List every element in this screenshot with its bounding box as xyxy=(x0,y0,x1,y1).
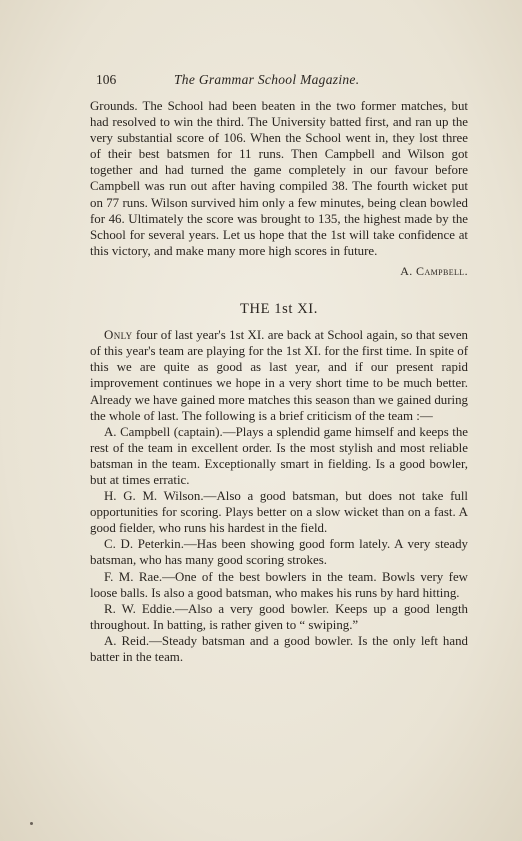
running-header xyxy=(96,72,426,90)
player-entry-eddie: R. W. Eddie.—Also a very good bowler. Keeps up a good length throughout. In batting, is rather given to “ swiping.” xyxy=(90,601,468,632)
match-report-paragraph: Grounds. The School had been beaten in the two former matches, but had resolved to win the third. The University batted first, and ran up the very substantial score of 106. When the School went in, they lost three of their best batsmen for 11 runs. Then Campbell and Wilson got together and had turned the game completely in our favour before Campbell was run out after having compiled 38. The fourth wicket put on 77 runs. Wilson survived him only a few minutes, being clean bowled for 46. Ultimately the score was brought to 135, the highest made by the School for several years. Let us hope that the 1st will take confidence at this victory, and make many more high scores in future. xyxy=(90,99,468,258)
player-entry-wilson: H. G. M. Wilson.—Also a good batsman, but does not take full opportunities for scoring. Plays better on a slow wicket than on a fast. A good fielder, who runs his hardest in the field. xyxy=(90,489,468,536)
player-entry-campbell: A. Campbell (captain).—Plays a splendid game himself and keeps the rest of the team in excellent order. Is the most stylish and most reliable batsman in the team. Exceptionally smart in fielding. Is a good bowler, but at times erratic. xyxy=(90,424,468,487)
page-number: 106 xyxy=(96,72,117,87)
player-entry-rae: F. M. Rae.—One of the best bowlers in the team. Bowls very few loose balls. Is also a good batsman, who makes his runs by hard hitting. xyxy=(90,569,468,600)
report-signature: A. Campbell. xyxy=(400,263,468,278)
intro-paragraph xyxy=(90,327,468,424)
intro-text: four of last year's 1st XI. are back at School again, so that seven of this year's team are playing for the 1st XI. for the first time. In spite of this we are quite as good as last year, and if our present rapid improvement continues we hope in a very short time to be much better. Already we have gained more matches this season than we gained during the whole of last. The following is a brief criticism of the team :— xyxy=(90,328,468,423)
magazine-title: The Grammar School Magazine. xyxy=(174,72,360,87)
intro-first-word: Only xyxy=(104,328,133,343)
player-entry-reid: A. Reid.—Steady batsman and a good bowler. Is the only left hand batter in the team. xyxy=(90,633,468,664)
player-entry-peterkin: C. D. Peterkin.—Has been showing good form lately. A very steady batsman, who has many good scoring strokes. xyxy=(90,537,468,568)
section-heading: THE 1st XI. xyxy=(240,301,318,318)
paper-speck xyxy=(30,822,33,825)
page-body xyxy=(90,98,468,665)
